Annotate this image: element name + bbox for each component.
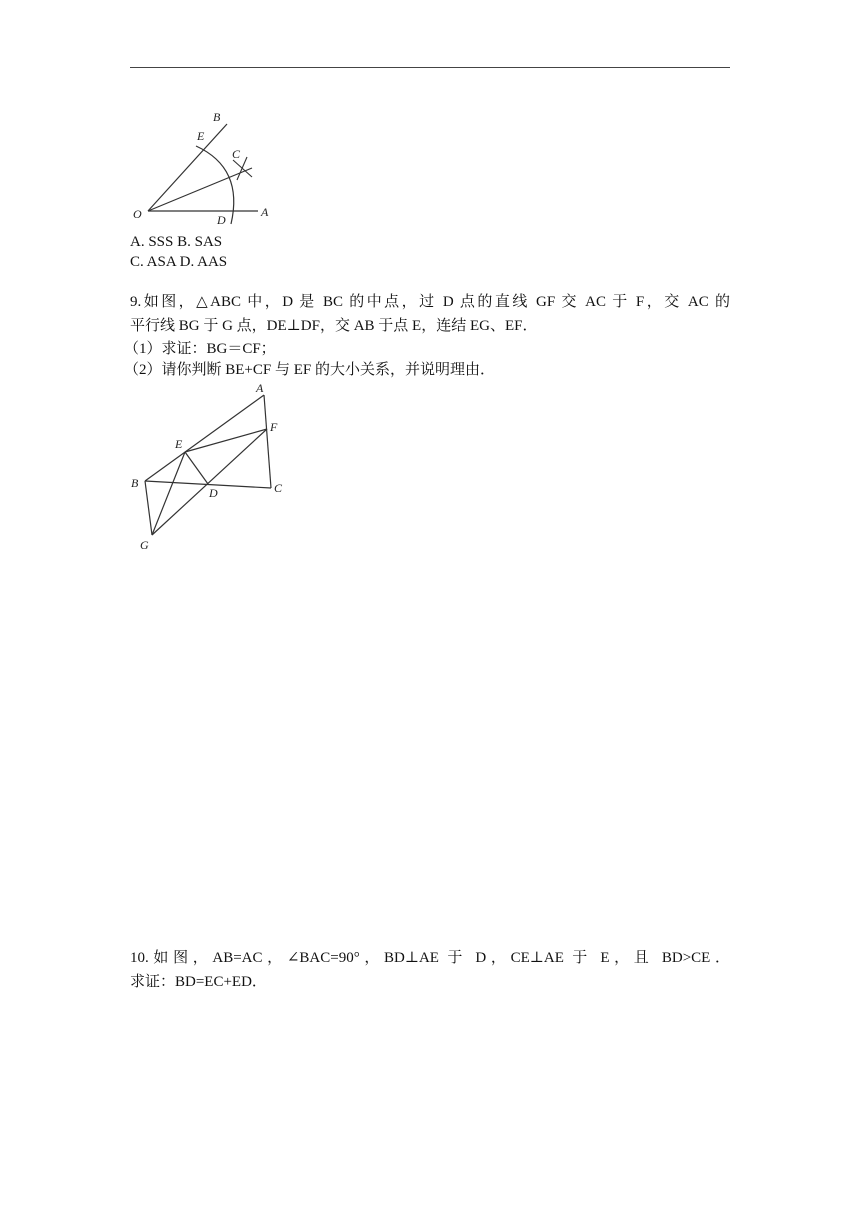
label-o: O xyxy=(133,207,142,221)
ray-oc xyxy=(148,168,252,211)
label-d: D xyxy=(209,486,218,500)
q10-text-line-1: 10.如图，AB=AC，∠BAC=90°，BD⊥AE 于 D，CE⊥AE 于 E，且 BD>CE． xyxy=(130,950,730,966)
label-a: A xyxy=(256,381,264,395)
segment-bg xyxy=(145,481,152,535)
label-b: B xyxy=(131,476,139,490)
label-g: G xyxy=(140,538,149,552)
q8-options-line-1: A. SSS B. SAS xyxy=(130,234,223,250)
label-f: F xyxy=(270,420,278,434)
segment-bc xyxy=(145,481,271,488)
label-a: A xyxy=(261,205,269,219)
label-e: E xyxy=(175,437,183,451)
triangle-figure xyxy=(126,378,292,552)
label-e: E xyxy=(197,129,205,143)
ray-ob xyxy=(148,124,227,211)
header-rule xyxy=(130,67,730,68)
construction-arc xyxy=(196,146,234,224)
q9-text-line-1: 9.如图，△ABC 中，D 是 BC 的中点，过 D 点的直线 GF 交 AC 于 F，交 AC 的 xyxy=(130,294,730,310)
q9-part-2: （2）请你判断 BE+CF 与 EF 的大小关系，并说明理由． xyxy=(124,362,495,378)
angle-bisector-figure xyxy=(128,104,278,228)
q9-text-line-2: 平行线 BG 于 G 点，DE⊥DF，交 AB 于点 E，连结 EG、EF． xyxy=(130,318,538,334)
label-b: B xyxy=(213,110,221,124)
label-c: C xyxy=(232,147,241,161)
label-d: D xyxy=(217,213,226,227)
segment-ed xyxy=(185,452,208,484)
q9-part-1: （1）求证：BG＝CF； xyxy=(124,341,276,357)
label-c: C xyxy=(274,481,283,495)
q8-options-line-2: C. ASA D. AAS xyxy=(130,254,228,270)
segment-ab xyxy=(145,395,264,481)
q10-text-line-2: 求证：BD=EC+ED． xyxy=(130,974,267,990)
segment-ac xyxy=(264,395,271,488)
